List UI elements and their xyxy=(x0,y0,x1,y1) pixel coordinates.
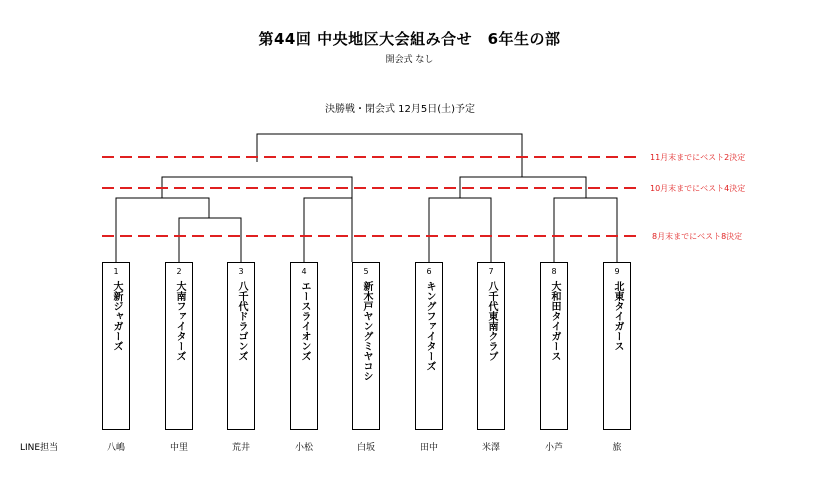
line-person-4: 小松 xyxy=(294,443,313,453)
bracket-r1-2-3 xyxy=(179,218,241,262)
team-name: 大南ファイターズ xyxy=(174,281,185,361)
deadline-label-best4: 10月末までにベスト4決定 xyxy=(650,184,746,193)
bracket-qf-1 xyxy=(116,198,209,262)
team-number: 1 xyxy=(113,267,119,276)
team-name: キングファイターズ xyxy=(424,281,435,371)
team-number: 3 xyxy=(238,267,244,276)
line-person-3: 荒井 xyxy=(231,443,250,453)
team-box-3 xyxy=(227,262,255,430)
team-box-5 xyxy=(352,262,380,430)
team-name: エースライオンズ xyxy=(299,281,310,361)
team-box-9 xyxy=(603,262,631,430)
line-person-2: 中里 xyxy=(169,443,188,453)
team-box-6 xyxy=(415,262,443,430)
line-person-9: 旅 xyxy=(612,443,622,453)
team-box-7 xyxy=(477,262,505,430)
team-number: 9 xyxy=(614,267,620,276)
line-person-6: 田中 xyxy=(419,443,438,453)
page-title: 第44回 中央地区大会組み合せ 6年生の部 xyxy=(258,30,561,48)
team-number: 6 xyxy=(426,267,432,276)
team-box-2 xyxy=(165,262,193,430)
line-person-5: 白坂 xyxy=(356,443,375,453)
team-name: 八千代東南クラブ xyxy=(486,281,497,361)
deadline-lines xyxy=(102,157,640,236)
bracket-qf-4-5 xyxy=(304,198,352,262)
team-number: 2 xyxy=(176,267,182,276)
line-person-7: 米澤 xyxy=(481,443,500,453)
team-number: 5 xyxy=(363,267,369,276)
bracket-semi-left xyxy=(162,177,352,262)
team-name: 新木戸ヤングミヤコシ xyxy=(361,281,372,381)
team-name: 八千代ドラゴンズ xyxy=(236,281,247,361)
bracket-qf-8-9 xyxy=(554,198,617,262)
bracket-final xyxy=(257,134,522,177)
team-number: 8 xyxy=(551,267,557,276)
deadline-label-best2: 11月末までにベスト2決定 xyxy=(650,153,746,162)
bracket-qf-6-7 xyxy=(429,198,491,262)
bracket-lines xyxy=(116,134,617,262)
team-number: 4 xyxy=(301,267,307,276)
team-name: 大和田タイガース xyxy=(549,281,560,361)
team-box-4 xyxy=(290,262,318,430)
team-box-1 xyxy=(102,262,130,430)
line-row-header: LINE担当 xyxy=(20,443,59,453)
page-subtitle: 開会式 なし xyxy=(385,55,434,65)
line-person-1: 八嶋 xyxy=(106,443,125,453)
final-label: 決勝戦・閉会式 12月5日(土)予定 xyxy=(324,104,476,115)
deadline-label-best8: 8月末までにベスト8決定 xyxy=(652,232,743,241)
team-number: 7 xyxy=(488,267,494,276)
team-box-8 xyxy=(540,262,568,430)
line-person-8: 小芦 xyxy=(544,443,563,453)
team-name: 北東タイガース xyxy=(612,281,623,351)
team-name: 大新ジャガーズ xyxy=(111,281,122,351)
